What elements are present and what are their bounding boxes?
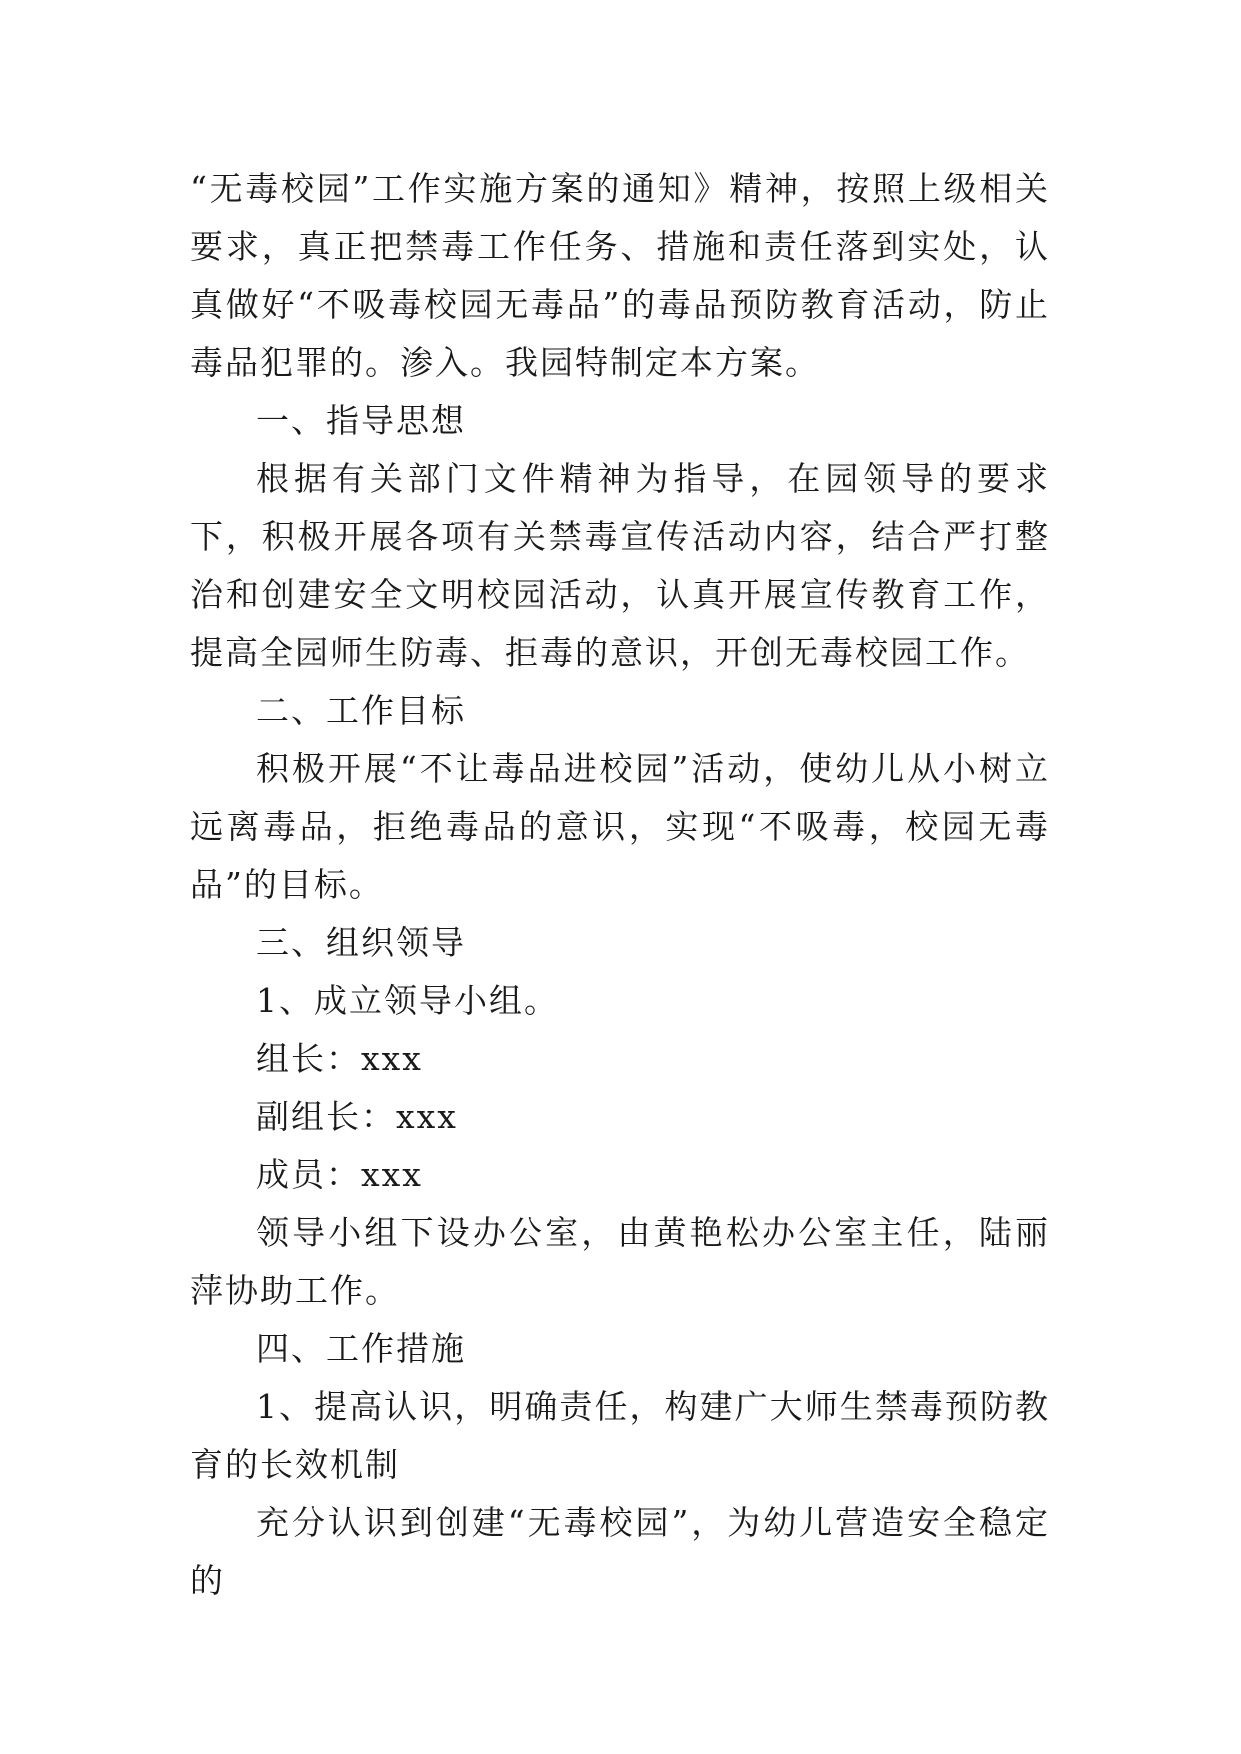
paragraph-guiding-ideology: 根据有关部门文件精神为指导，在园领导的要求下，积极开展各项有关禁毒宣传活动内容，结合严打整治和创建安全文明校园活动，认真开展宣传教育工作，提高全园师生防毒、拒毒的意识，开创无毒校园工作。 xyxy=(190,459,1050,672)
paragraph-intro: “无毒校园”工作实施方案的通知》精神，按照上级相关要求，真正把禁毒工作任务、措施和责任落到实处，认真做好“不吸毒校园无毒品”的毒品预防教育活动，防止毒品犯罪的。渗入。我园特制定本方案。 xyxy=(190,169,1050,382)
heading-organization: 三、组织领导 xyxy=(256,923,466,962)
item-group-leader: 组长：xxx xyxy=(256,1039,423,1078)
paragraph-work-goals: 积极开展“不让毒品进校园”活动，使幼儿从小树立远离毒品，拒绝毒品的意识，实现“不吸毒，校园无毒品”的目标。 xyxy=(190,749,1050,904)
item-members: 成员：xxx xyxy=(256,1155,423,1194)
document-body xyxy=(190,160,1050,1610)
paragraph-office: 领导小组下设办公室，由黄艳松办公室主任，陆丽萍协助工作。 xyxy=(190,1213,1050,1310)
item-leadership-group: 1、成立领导小组。 xyxy=(256,981,559,1020)
paragraph-measure-1: 充分认识到创建“无毒校园”，为幼儿营造安全稳定的 xyxy=(190,1503,1050,1600)
heading-work-goals: 二、工作目标 xyxy=(256,691,466,730)
heading-work-measures: 四、工作措施 xyxy=(256,1329,466,1368)
item-deputy-leader: 副组长：xxx xyxy=(256,1097,458,1136)
item-measure-1: 1、提高认识，明确责任，构建广大师生禁毒预防教育的长效机制 xyxy=(190,1387,1050,1484)
heading-guiding-ideology: 一、指导思想 xyxy=(256,401,466,440)
